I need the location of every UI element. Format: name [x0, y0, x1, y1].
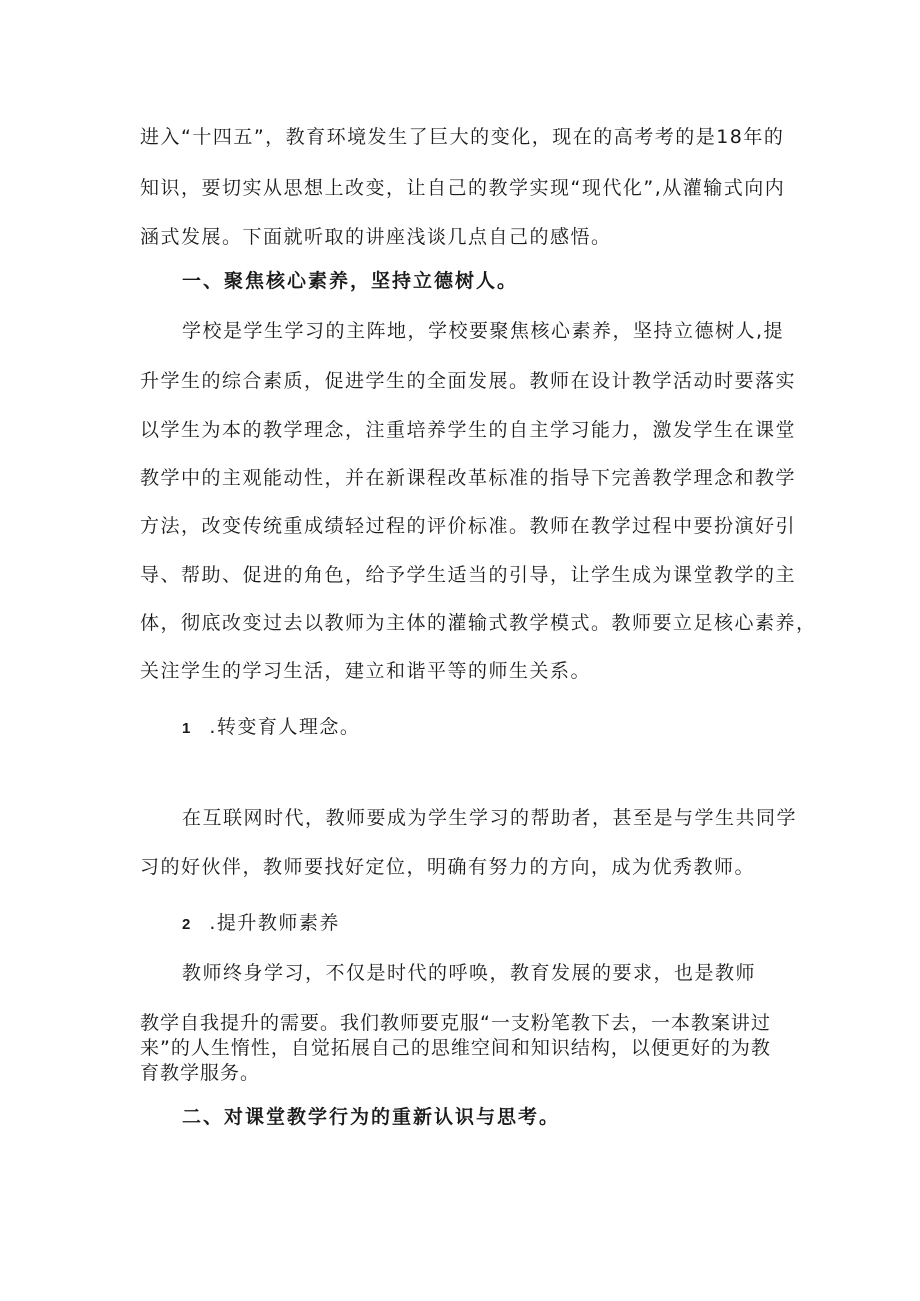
subsection-2-para-line: 育教学服务。 [140, 1062, 261, 1084]
subsection-2-para-line: 来”的人生惰性，自觉拓展自己的思维空间和知识结构，以便更好的为教 [140, 1037, 771, 1059]
subsection-2-number: 2 [182, 916, 192, 933]
section-1-para-line: 教学中的主观能动性，并在新课程改革标准的指导下完善教学理念和教学 [140, 467, 797, 489]
section-1-para-line: 关注学生的学习生活，建立和谐平等的师生关系。 [140, 660, 592, 682]
section-1-para-line: 导、帮助、促进的角色，给予学生适当的引导，让学生成为课堂教学的主 [140, 564, 797, 586]
section-1-heading: 一、聚焦核心素养，坚持立德树人。 [182, 270, 519, 292]
subsection-1-para-line: 在互联网时代，教师要成为学生学习的帮助者，甚至是与学生共同学 [182, 807, 798, 829]
subsection-1-number: 1 [182, 720, 192, 737]
intro-line-1: 进入“十四五”，教育环境发生了巨大的变化，现在的高考考的是18年的 [140, 126, 785, 148]
intro-line-3: 涵式发展。下面就听取的讲座浅谈几点自己的感悟。 [140, 226, 612, 248]
subsection-1-para-line: 习的好伙伴，教师要找好定位，明确有努力的方向，成为优秀教师。 [140, 856, 756, 878]
subsection-1-title: .转变育人理念。 [209, 716, 361, 738]
section-1-para-line: 学校是学生学习的主阵地，学校要聚焦核心素养，坚持立德树人,提 [182, 320, 785, 342]
section-1-para-line: 体，彻底改变过去以教师为主体的灌输式教学模式。教师要立足核心素养， [140, 612, 817, 634]
section-1-para-line: 以学生为本的教学理念，注重培养学生的自主学习能力，激发学生在课堂 [140, 419, 797, 441]
subsection-2-heading [182, 914, 340, 933]
subsection-2-para-line: 教师终身学习，不仅是时代的呼唤，教育发展的要求，也是教师 [182, 962, 757, 984]
section-2-heading: 二、对课堂教学行为的重新认识与思考。 [182, 1106, 561, 1128]
subsection-2-title: .提升教师素养 [209, 912, 340, 934]
section-1-para-line: 方法，改变传统重成绩轻过程的评价标准。教师在教学过程中要扮演好引 [140, 515, 797, 537]
section-1-para-line: 升学生的综合素质，促进学生的全面发展。教师在设计教学活动时要落实 [140, 370, 797, 392]
intro-line-2: 知识，要切实从思想上改变，让自己的教学实现“现代化”,从灌输式向内 [140, 177, 786, 199]
subsection-2-para-line: 教学自我提升的需要。我们教师要克服“一支粉笔教下去，一本教案讲过 [140, 1012, 771, 1034]
subsection-1-heading [182, 718, 360, 737]
